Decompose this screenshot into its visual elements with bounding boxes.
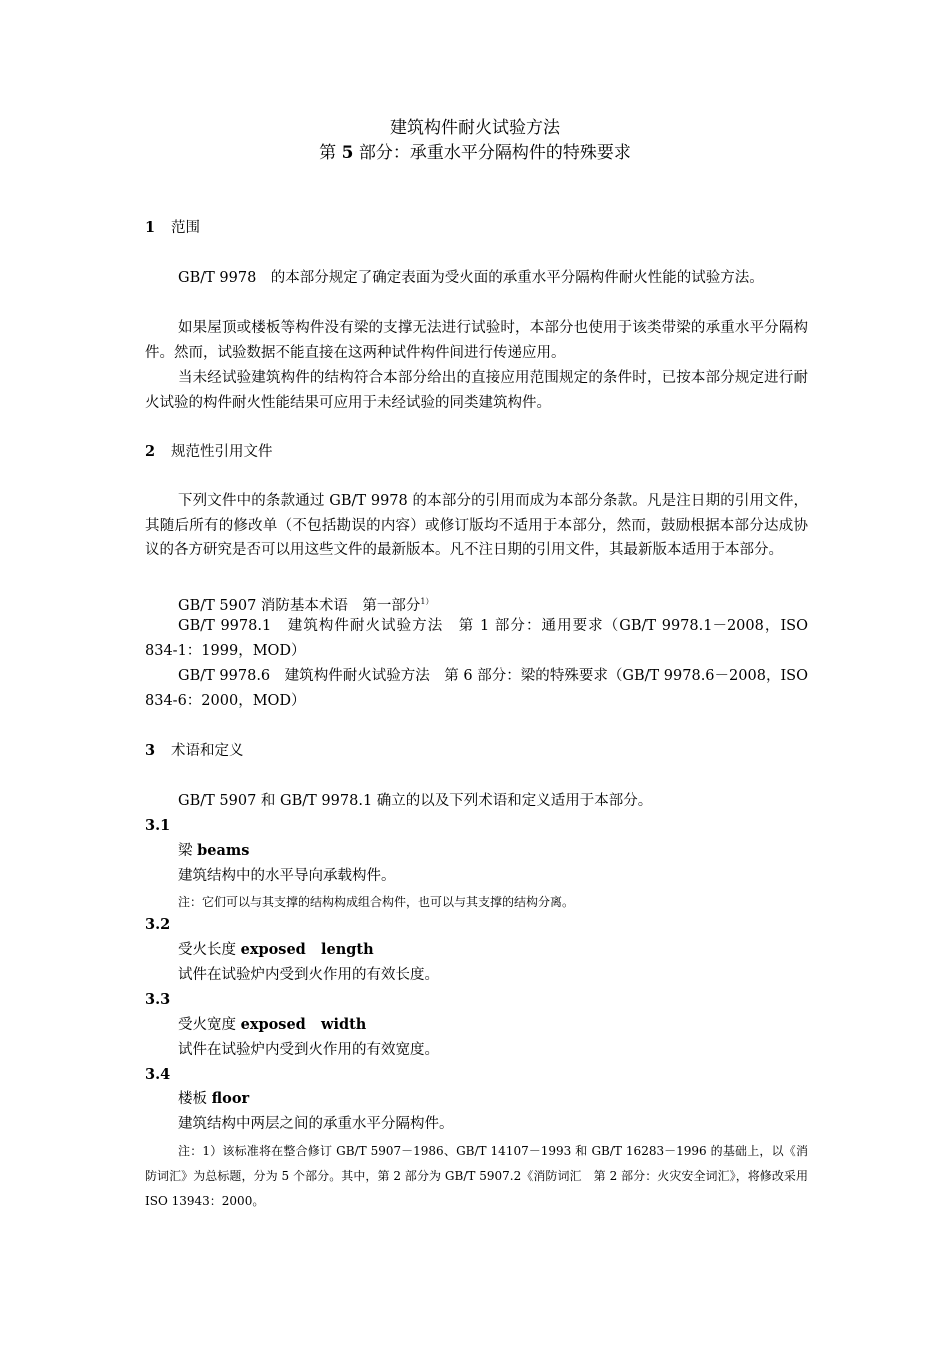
- section-number: 2: [145, 443, 156, 460]
- document-subtitle: [0, 141, 950, 165]
- term-zh: 梁: [178, 843, 198, 859]
- term-definition: 试件在试验炉内受到火作用的有效宽度。: [178, 1042, 439, 1058]
- term-name: [178, 841, 249, 861]
- subtitle-text: 部分：承重水平分隔构件的特殊要求: [353, 143, 631, 163]
- document-title: 建筑构件耐火试验方法: [390, 118, 560, 138]
- term-zh: 受火宽度: [178, 1017, 241, 1033]
- term-definition: 试件在试验炉内受到火作用的有效长度。: [178, 967, 439, 983]
- term-number: 3.2: [145, 916, 171, 933]
- term-en: floor: [211, 1090, 250, 1107]
- section-3-heading: [145, 741, 244, 761]
- paragraph: GB/T 9978 的本部分规定了确定表面为受火面的承重水平分隔构件耐火性能的试验方法。: [178, 270, 764, 286]
- section-title: 范围: [171, 220, 200, 236]
- section-title: 术语和定义: [171, 743, 244, 759]
- section-number: 1: [145, 219, 156, 236]
- term-number: 3.3: [145, 991, 171, 1008]
- paragraph: 如果屋顶或楼板等构件没有梁的支撑无法进行试验时，本部分也使用于该类带梁的承重水平分隔构件。然而，试验数据不能直接在这两种试件构件间进行传递应用。: [145, 320, 808, 361]
- section-1-heading: [145, 218, 200, 238]
- term-note: 注：它们可以与其支撑的结构构成组合构件，也可以与其支撑的结构分离。: [178, 895, 575, 909]
- term-en: exposed width: [240, 1016, 367, 1033]
- subtitle-prefix: 第: [319, 143, 342, 163]
- term-number: 3.1: [145, 817, 171, 834]
- term-definition: 建筑结构中两层之间的承重水平分隔构件。: [178, 1116, 454, 1132]
- reference-item: [178, 592, 434, 616]
- term-name: [178, 1089, 249, 1109]
- term-zh: 受火长度: [178, 942, 241, 958]
- term-en: exposed length: [240, 941, 374, 958]
- section-title: 规范性引用文件: [171, 444, 273, 460]
- term-zh: 楼板: [178, 1091, 212, 1107]
- reference-item: GB/T 9978.6 建筑构件耐火试验方法 第 6 部分：梁的特殊要求（GB/T 9978.6－2008，ISO 834-6：2000，MOD）: [145, 668, 808, 709]
- term-name: [178, 940, 374, 960]
- footnote: 注：1）该标准将在整合修订 GB/T 5907－1986、GB/T 14107－1993 和 GB/T 16283－1996 的基础上，以《消防词汇》为总标题，分为 5 个部分。其中，第 2 部分为 GB/T 5907.2《消防词汇 第 2 部分：火灾安全词汇》，将修改采用 ISO 13943：2000。: [145, 1144, 808, 1208]
- reference-text: GB/T 5907 消防基本术语 第一部分: [178, 597, 421, 614]
- footnote-marker: 1）: [420, 597, 434, 606]
- paragraph: GB/T 5907 和 GB/T 9978.1 确立的以及下列术语和定义适用于本部分。: [178, 793, 653, 809]
- term-number: 3.4: [145, 1066, 171, 1083]
- subtitle-part-number: 5: [341, 143, 354, 163]
- term-name: [178, 1015, 366, 1035]
- term-en: beams: [197, 842, 250, 859]
- paragraph: 下列文件中的条款通过 GB/T 9978 的本部分的引用而成为本部分条款。凡是注日期的引用文件，其随后所有的修改单（不包括勘误的内容）或修订版均不适用于本部分，然而，鼓励根据本部分达成协议的各方研究是否可以用这些文件的最新版本。凡不注日期的引用文件，其最新版本适用于本部分。: [145, 493, 808, 558]
- section-2-heading: [145, 442, 273, 462]
- section-number: 3: [145, 742, 156, 759]
- term-definition: 建筑结构中的水平导向承载构件。: [178, 868, 396, 884]
- paragraph: 当未经试验建筑构件的结构符合本部分给出的直接应用范围规定的条件时，已按本部分规定进行耐火试验的构件耐火性能结果可应用于未经试验的同类建筑构件。: [145, 370, 808, 411]
- reference-item: GB/T 9978.1 建筑构件耐火试验方法 第 1 部分：通用要求（GB/T 9978.1－2008，ISO 834-1：1999，MOD）: [145, 618, 808, 659]
